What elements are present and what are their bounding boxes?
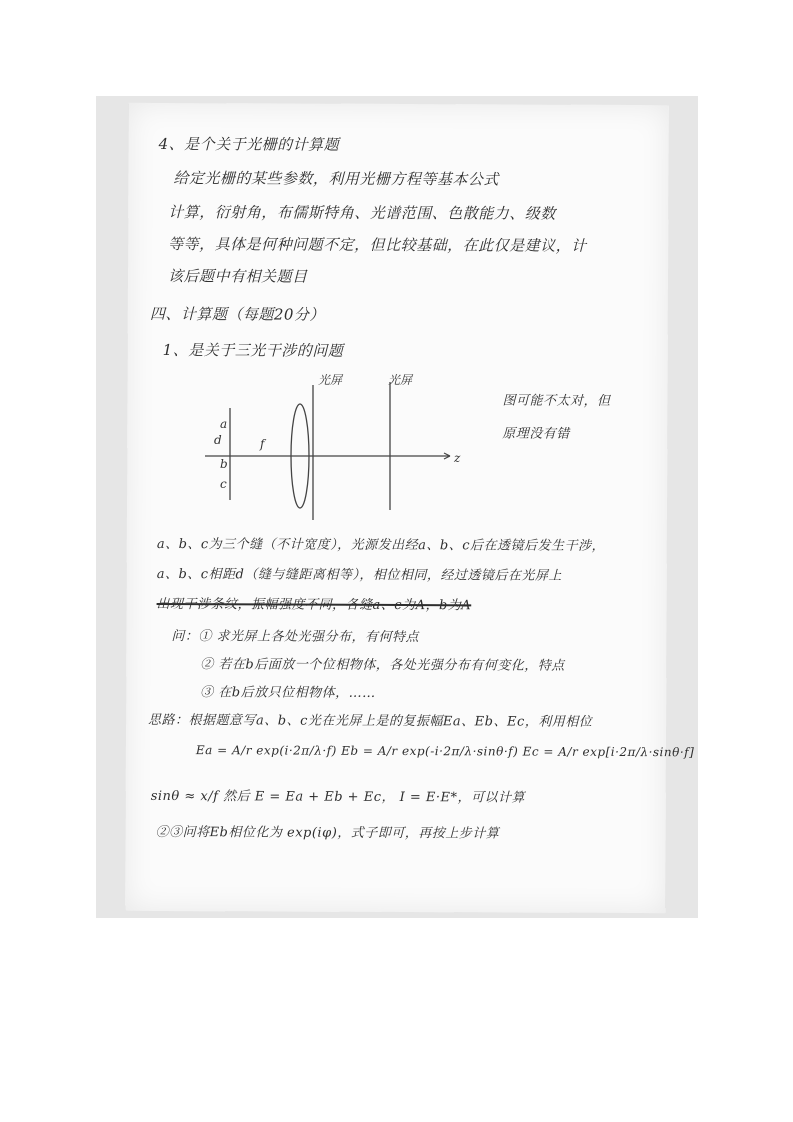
label-screen-1: 光屏 — [318, 373, 343, 387]
body-line-1: a、b、c为三个缝（不计宽度），光源发出经a、b、c后在透镜后发生干涉， — [156, 536, 606, 554]
section4-line-3: 等等，具体是何种问题不定，但比较基础，在此仅是建议，计 — [168, 234, 587, 255]
label-axis: z — [454, 451, 461, 465]
side-note-line-1: 图可能不太对，但 — [502, 393, 611, 409]
part-heading: 四、计算题（每题20分） — [149, 304, 325, 324]
solution-line-3: sinθ ≈ x/f 然后 E = Ea + Eb + Ec， I = E·E*，可以计算 — [150, 788, 526, 806]
solution-formula-line: Ea = A/r exp(i·2π/λ·f) Eb = A/r exp(-i·2π/λ·sinθ·f) Ec = A/r exp[i·2π/λ·sinθ·f] — [195, 743, 695, 760]
label-a: a — [220, 417, 228, 431]
side-note-line-2: 原理没有错 — [502, 426, 570, 442]
body-line-3: 出现干涉条纹，振幅强度不同，各缝a、c为A，b为A — [156, 596, 472, 614]
section4-line-2: 计算，衍射角，布儒斯特角、光谱范围、色散能力、级数 — [168, 202, 556, 223]
section4-line-1: 给定光栅的某些参数，利用光栅方程等基本公式 — [173, 169, 499, 189]
section4-heading: 4、是个关于光栅的计算题 — [158, 134, 340, 154]
label-b: b — [220, 457, 228, 471]
label-c: c — [220, 477, 227, 491]
section4-line-4: 该后题中有相关题目 — [167, 266, 308, 286]
question-line-2: ② 若在b后面放一个位相物体，各处光强分布有何变化，特点 — [200, 657, 565, 674]
three-slit-diagram — [200, 370, 470, 530]
label-f: f — [260, 437, 265, 451]
question-line-1: 问：① 求光屏上各处光强分布，有何特点 — [171, 629, 420, 646]
solution-line-4: ②③问将Eb相位化为 exp(iφ)，式子即可，再按上步计算 — [155, 824, 500, 842]
question-line-3: ③ 在b后放只位相物体，…… — [200, 685, 376, 701]
solution-line-1: 思路：根据题意写a、b、c光在光屏上是的复振幅Ea、Eb、Ec，利用相位 — [148, 712, 593, 730]
label-d: d — [214, 433, 222, 447]
label-screen-2: 光屏 — [388, 373, 413, 387]
body-line-2: a、b、c相距d（缝与缝距离相等），相位相同，经过透镜后在光屏上 — [156, 566, 562, 584]
question-1-title: 1、是关于三光干涉的问题 — [162, 340, 344, 360]
